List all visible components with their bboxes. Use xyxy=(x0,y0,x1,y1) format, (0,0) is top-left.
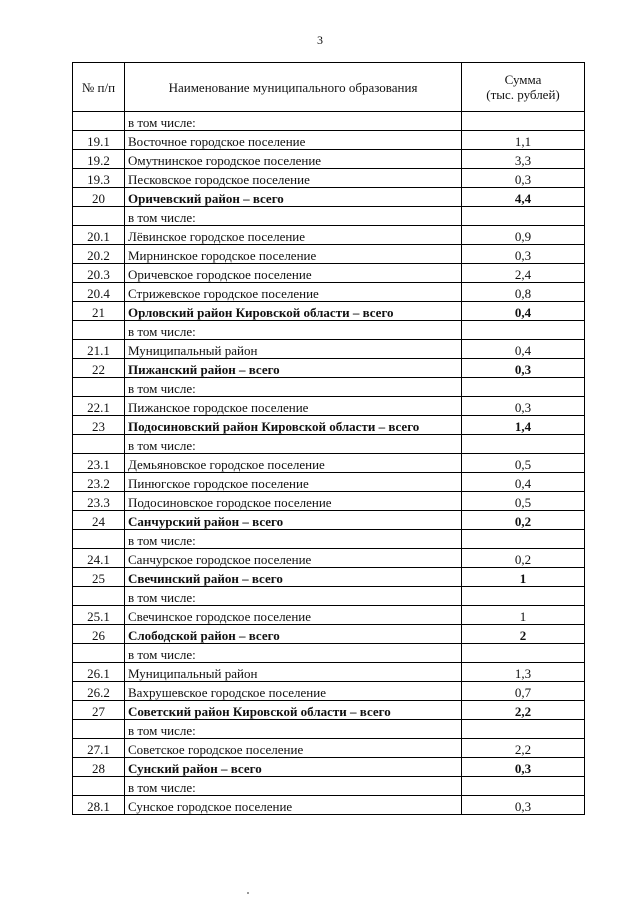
cell-sum: 0,2 xyxy=(462,549,585,568)
table-header-row xyxy=(73,63,585,112)
cell-sum: 0,5 xyxy=(462,454,585,473)
column-header-num: № п/п xyxy=(73,63,125,112)
cell-num: 26.2 xyxy=(73,682,125,701)
column-header-sum-line2: (тыс. рублей) xyxy=(486,87,560,102)
cell-sum: 0,7 xyxy=(462,682,585,701)
cell-name: Свечинский район – всего xyxy=(125,568,462,587)
cell-name: в том числе: xyxy=(125,530,462,549)
cell-num xyxy=(73,207,125,226)
cell-name: Оричевское городское поселение xyxy=(125,264,462,283)
cell-name: в том числе: xyxy=(125,777,462,796)
column-header-sum-line1: Сумма xyxy=(504,72,542,87)
table-row xyxy=(73,739,585,758)
table-row xyxy=(73,644,585,663)
cell-num: 19.2 xyxy=(73,150,125,169)
cell-name: в том числе: xyxy=(125,435,462,454)
cell-num xyxy=(73,644,125,663)
cell-sum: 0,3 xyxy=(462,397,585,416)
cell-num: 22 xyxy=(73,359,125,378)
cell-sum: 0,4 xyxy=(462,473,585,492)
cell-name: Санчурское городское поселение xyxy=(125,549,462,568)
cell-num xyxy=(73,435,125,454)
cell-name: Песковское городское поселение xyxy=(125,169,462,188)
table-row xyxy=(73,530,585,549)
table-row xyxy=(73,435,585,454)
cell-num: 23.3 xyxy=(73,492,125,511)
cell-name: Советское городское поселение xyxy=(125,739,462,758)
cell-sum xyxy=(462,207,585,226)
table-row xyxy=(73,777,585,796)
cell-name: Стрижевское городское поселение xyxy=(125,283,462,302)
cell-sum: 2,4 xyxy=(462,264,585,283)
cell-num: 21 xyxy=(73,302,125,321)
table-row xyxy=(73,188,585,207)
cell-num: 24.1 xyxy=(73,549,125,568)
cell-num: 23 xyxy=(73,416,125,435)
cell-sum: 0,8 xyxy=(462,283,585,302)
table-row xyxy=(73,264,585,283)
cell-sum: 0,4 xyxy=(462,340,585,359)
table-row xyxy=(73,397,585,416)
cell-num xyxy=(73,587,125,606)
table-row xyxy=(73,378,585,397)
cell-sum: 0,9 xyxy=(462,226,585,245)
cell-sum: 1,3 xyxy=(462,663,585,682)
cell-name: Муниципальный район xyxy=(125,663,462,682)
cell-num: 28 xyxy=(73,758,125,777)
cell-name: Санчурский район – всего xyxy=(125,511,462,530)
cell-name: Вахрушевское городское поселение xyxy=(125,682,462,701)
cell-sum: 2,2 xyxy=(462,739,585,758)
table-row xyxy=(73,568,585,587)
table-row xyxy=(73,625,585,644)
table-row xyxy=(73,169,585,188)
cell-name: Пижанское городское поселение xyxy=(125,397,462,416)
table-row xyxy=(73,131,585,150)
cell-num: 20.4 xyxy=(73,283,125,302)
cell-sum: 0,3 xyxy=(462,796,585,815)
cell-num xyxy=(73,321,125,340)
cell-name: Свечинское городское поселение xyxy=(125,606,462,625)
table-row xyxy=(73,321,585,340)
budget-table xyxy=(72,62,585,815)
cell-name: Сунский район – всего xyxy=(125,758,462,777)
cell-num xyxy=(73,378,125,397)
cell-sum: 1,4 xyxy=(462,416,585,435)
cell-sum: 1,1 xyxy=(462,131,585,150)
cell-num: 20.2 xyxy=(73,245,125,264)
cell-num: 21.1 xyxy=(73,340,125,359)
cell-num: 24 xyxy=(73,511,125,530)
cell-num: 23.1 xyxy=(73,454,125,473)
cell-name: Орловский район Кировской области – всего xyxy=(125,302,462,321)
cell-name: Советский район Кировской области – всего xyxy=(125,701,462,720)
table-row xyxy=(73,245,585,264)
cell-sum: 0,3 xyxy=(462,359,585,378)
scan-artifact-dot xyxy=(247,892,249,894)
cell-num xyxy=(73,777,125,796)
cell-num: 19.1 xyxy=(73,131,125,150)
cell-name: в том числе: xyxy=(125,207,462,226)
cell-sum: 0,5 xyxy=(462,492,585,511)
table-row xyxy=(73,226,585,245)
table-row xyxy=(73,207,585,226)
cell-name: Восточное городское поселение xyxy=(125,131,462,150)
cell-name: Пинюгское городское поселение xyxy=(125,473,462,492)
table-row xyxy=(73,549,585,568)
cell-num: 26 xyxy=(73,625,125,644)
cell-sum xyxy=(462,378,585,397)
cell-sum: 2 xyxy=(462,625,585,644)
cell-num: 25.1 xyxy=(73,606,125,625)
table-row xyxy=(73,150,585,169)
cell-num: 25 xyxy=(73,568,125,587)
cell-sum: 0,4 xyxy=(462,302,585,321)
cell-sum: 0,3 xyxy=(462,245,585,264)
cell-sum: 2,2 xyxy=(462,701,585,720)
cell-sum: 3,3 xyxy=(462,150,585,169)
table-body xyxy=(73,112,585,815)
table-row xyxy=(73,416,585,435)
page-number: 3 xyxy=(317,33,323,47)
cell-sum: 1 xyxy=(462,568,585,587)
cell-name: Сунское городское поселение xyxy=(125,796,462,815)
table-row xyxy=(73,720,585,739)
cell-sum: 1 xyxy=(462,606,585,625)
table-row xyxy=(73,796,585,815)
table-row xyxy=(73,511,585,530)
cell-num: 27 xyxy=(73,701,125,720)
cell-sum xyxy=(462,112,585,131)
column-header-sum xyxy=(462,63,585,112)
cell-num xyxy=(73,720,125,739)
cell-name: Демьяновское городское поселение xyxy=(125,454,462,473)
cell-num: 26.1 xyxy=(73,663,125,682)
cell-sum xyxy=(462,435,585,454)
cell-name: Омутнинское городское поселение xyxy=(125,150,462,169)
table-row xyxy=(73,492,585,511)
cell-name: Лёвинское городское поселение xyxy=(125,226,462,245)
table-row xyxy=(73,682,585,701)
cell-num: 20.3 xyxy=(73,264,125,283)
table-row xyxy=(73,112,585,131)
cell-name: в том числе: xyxy=(125,378,462,397)
cell-sum xyxy=(462,644,585,663)
cell-name: в том числе: xyxy=(125,720,462,739)
table-row xyxy=(73,454,585,473)
table-row xyxy=(73,359,585,378)
table-row xyxy=(73,473,585,492)
cell-name: Муниципальный район xyxy=(125,340,462,359)
cell-num: 23.2 xyxy=(73,473,125,492)
cell-name: Подосиновское городское поселение xyxy=(125,492,462,511)
table-row xyxy=(73,340,585,359)
cell-sum xyxy=(462,720,585,739)
cell-sum: 0,3 xyxy=(462,169,585,188)
cell-num xyxy=(73,112,125,131)
cell-num: 19.3 xyxy=(73,169,125,188)
table-row xyxy=(73,606,585,625)
cell-name: в том числе: xyxy=(125,587,462,606)
cell-num: 20.1 xyxy=(73,226,125,245)
cell-num: 28.1 xyxy=(73,796,125,815)
table-row xyxy=(73,663,585,682)
cell-name: Пижанский район – всего xyxy=(125,359,462,378)
cell-sum xyxy=(462,587,585,606)
cell-sum: 0,2 xyxy=(462,511,585,530)
table-row xyxy=(73,302,585,321)
cell-num: 27.1 xyxy=(73,739,125,758)
cell-num: 20 xyxy=(73,188,125,207)
table-row xyxy=(73,758,585,777)
cell-name: Оричевский район – всего xyxy=(125,188,462,207)
cell-num: 22.1 xyxy=(73,397,125,416)
column-header-name: Наименование муниципального образования xyxy=(125,63,462,112)
cell-name: в том числе: xyxy=(125,112,462,131)
cell-name: Подосиновский район Кировской области – всего xyxy=(125,416,462,435)
cell-sum xyxy=(462,321,585,340)
cell-sum xyxy=(462,777,585,796)
table-row xyxy=(73,701,585,720)
cell-sum xyxy=(462,530,585,549)
table-row xyxy=(73,587,585,606)
cell-name: в том числе: xyxy=(125,321,462,340)
cell-name: в том числе: xyxy=(125,644,462,663)
cell-sum: 4,4 xyxy=(462,188,585,207)
cell-sum: 0,3 xyxy=(462,758,585,777)
table-row xyxy=(73,283,585,302)
cell-num xyxy=(73,530,125,549)
cell-name: Мирнинское городское поселение xyxy=(125,245,462,264)
cell-name: Слободской район – всего xyxy=(125,625,462,644)
